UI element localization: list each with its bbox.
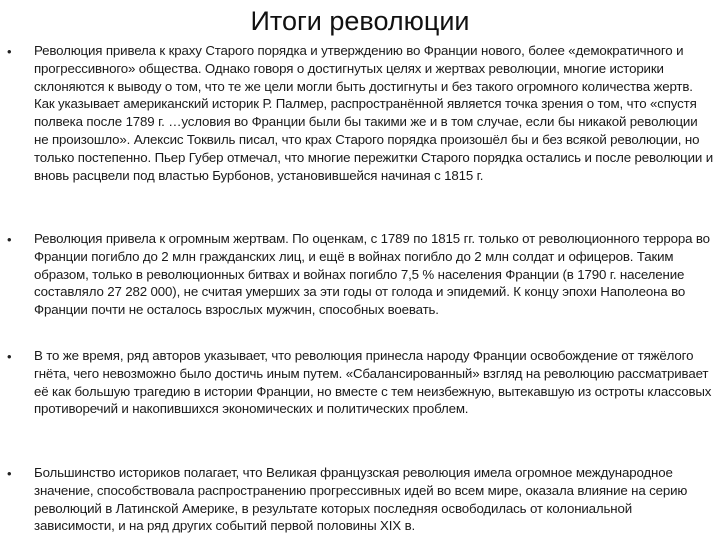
bullet-text-liberation: В то же время, ряд авторов указывает, что революция принесла народу Франции освобождение от тяжёлого гнёта, чего невозможно было достичь иным путем. «Сбалансированный» взгляд на революцию рассматривает её как большую трагедию в истории Франции, но вместе с тем неизбежную, вытекавшую из остроты классовых противоречий и накопившихся экономических и политических проблем.	[34, 348, 712, 417]
bullet-icon: •	[7, 466, 12, 481]
bullet-icon: •	[7, 44, 12, 59]
slide-title: Итоги революции	[250, 6, 470, 36]
bullet-text-victims: Революция привела к огромным жертвам. По оценкам, с 1789 по 1815 гг. только от революционного террора во Франции погибло до 2 млн гражданских лиц, и ещё в войнах погибло до 2 млн солдат и офицеров. Таким образом, только в революционных битвах и войнах погибло 7,5 % населения Франции (в 1790 г. население составляло 27 282 000), не считая умерших за эти годы от голода и эпидемий. К концу эпохи Наполеона во Франции почти не осталось взрослых мужчин, способных воевать.	[34, 231, 710, 318]
bullet-text-significance: Большинство историков полагает, что Великая французская революция имела огромное международное значение, способствовала распространению прогрессивных идей во всем мире, оказала влияние на серию революций в Латинской Америке, в результате которых последняя освободилась от колониальной зависимости, и на ряд других событий первой половины XIX в.	[34, 465, 688, 534]
bullet-text-outcome: Революция привела к краху Старого порядка и утверждению во Франции нового, более «демократичного и прогрессивного» общества. Однако говоря о достигнутых целях и жертвах революции, многие историки склоняются к выводу о том, что те же цели могли быть достигнуты и без такого огромного количества жертв. Как указывает американский историк Р. Палмер, распространённой является точка зрения о том, что «спустя полвека после 1789 г. …условия во Франции были бы такими же и в том случае, если бы никакой революции не произошло». Алексис Токвиль писал, что крах Старого порядка произошёл бы и без всякой революции, но только постепенно. Пьер Губер отмечал, что многие пережитки Старого порядка остались и после революции и вновь расцвели под властью Бурбонов, установившейся начиная с 1815 г.	[34, 43, 713, 183]
bullet-icon: •	[7, 232, 12, 247]
bullet-icon: •	[7, 349, 12, 364]
